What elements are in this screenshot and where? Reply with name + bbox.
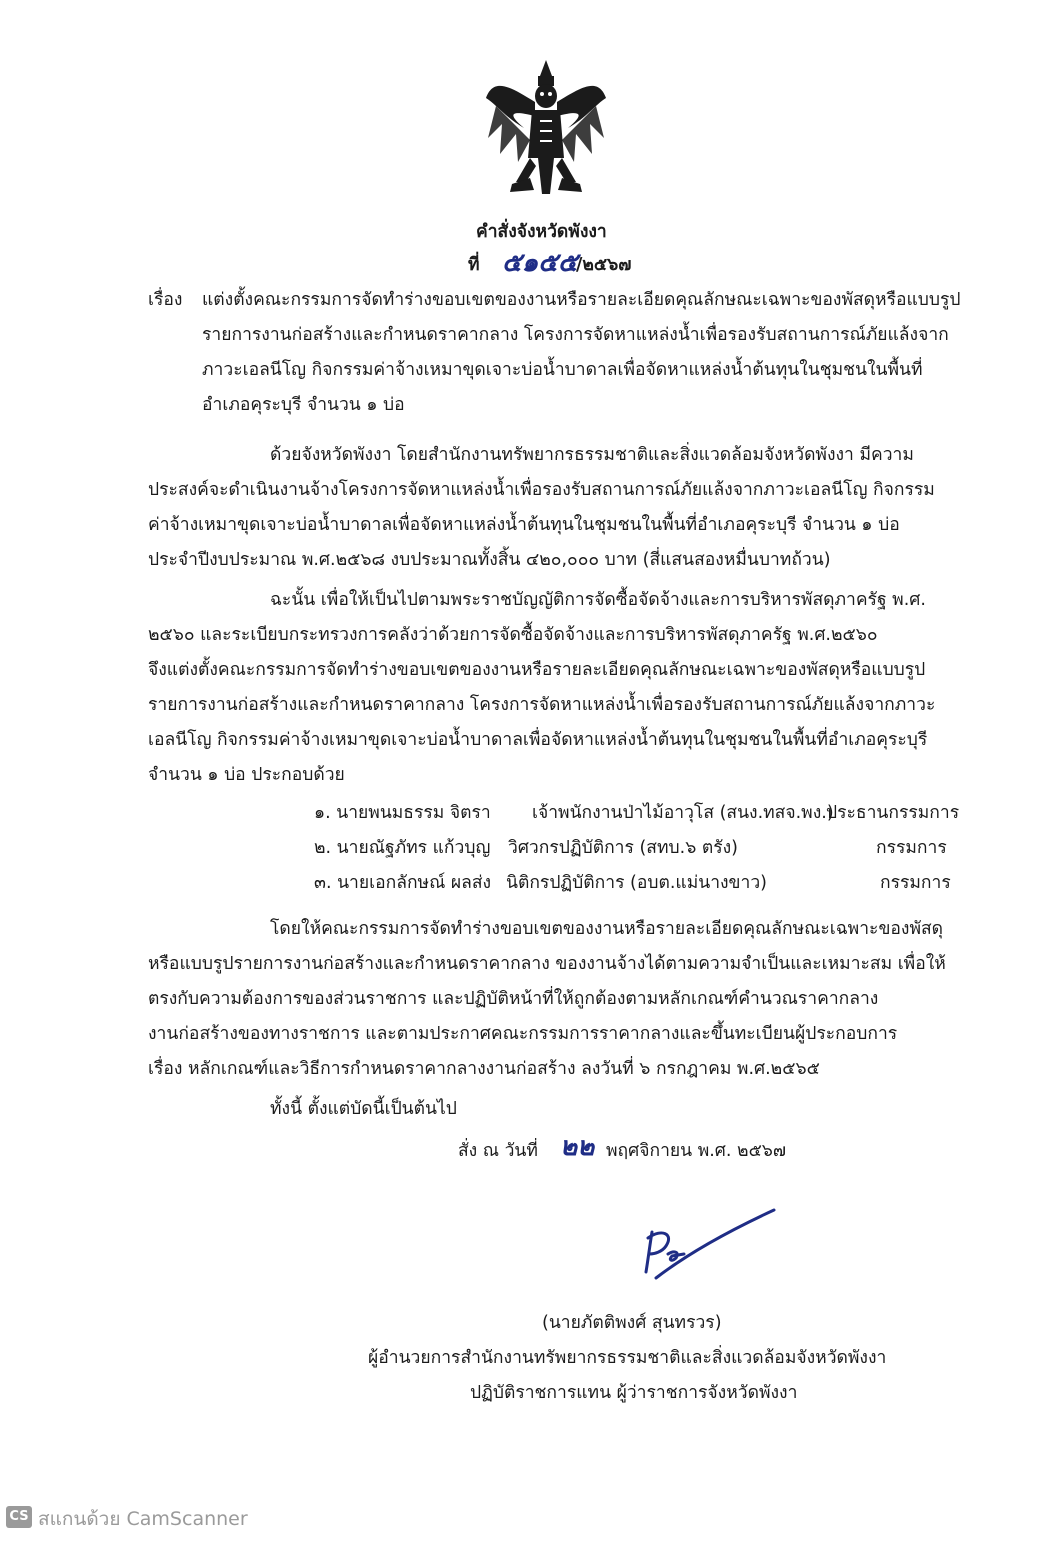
signatory-name: (นายภัตติพงศ์ สุนทรวร) [542, 1313, 722, 1333]
signatory-position: ผู้อำนวยการสำนักงานทรัพยากรธรรมชาติและสิ่งแวดล้อมจังหวัดพังงา [368, 1348, 887, 1368]
camscanner-watermark-text: สแกนด้วย CamScanner [38, 1508, 248, 1530]
committee-member-position: นิติกรปฏิบัติการ (อบต.แม่นางขาว) [506, 873, 768, 893]
order-number-handwritten: ๕๑๕๕ [502, 248, 578, 278]
paragraph-line: งานก่อสร้างของทางราชการ และตามประกาศคณะกรรมการราคากลางและขึ้นทะเบียนผู้ประกอบการ [148, 1024, 898, 1044]
subject-line: อำเภอคุระบุรี จำนวน ๑ บ่อ [202, 395, 405, 415]
subject-line: แต่งตั้งคณะกรรมการจัดทำร่างขอบเขตของงานหรือรายละเอียดคุณลักษณะเฉพาะของพัสดุหรือแบบรูป [202, 290, 961, 310]
paragraph-line: ประสงค์จะดำเนินงานจ้างโครงการจัดหาแหล่งน้ำเพื่อรองรับสถานการณ์ภัยแล้งจากภาวะเอลนีโญ กิจกรรม [148, 480, 935, 500]
garuda-emblem-seal [482, 58, 610, 198]
order-date-day-handwritten: ๒๒ [560, 1132, 595, 1162]
committee-member-name: ๒. นายณัฐภัทร แก้วบุญ [314, 838, 491, 858]
committee-member-name: ๑. นายพนมธรรม จิตรา [314, 803, 491, 823]
paragraph-line: เอลนีโญ กิจกรรมค่าจ้างเหมาขุดเจาะบ่อน้ำบาดาลเพื่อจัดหาแหล่งน้ำต้นทุนในชุมชนในพื้นที่อำเภอคุระบุรี [148, 730, 928, 750]
paragraph-line: ฉะนั้น เพื่อให้เป็นไปตามพระราชบัญญัติการจัดซื้อจัดจ้างและการบริหารพัสดุภาครัฐ พ.ศ. [270, 590, 926, 610]
effective-clause: ทั้งนี้ ตั้งแต่บัดนี้เป็นต้นไป [270, 1099, 457, 1119]
committee-member-name: ๓. นายเอกลักษณ์ ผลส่ง [314, 873, 492, 893]
committee-member-position: เจ้าพนักงานป่าไม้อาวุโส (สนง.ทสจ.พง.) [532, 803, 834, 823]
committee-member-role: กรรมการ [876, 838, 947, 858]
order-date-prefix: สั่ง ณ วันที่ [458, 1141, 538, 1161]
paragraph-line: ตรงกับความต้องการของส่วนราชการ และปฏิบัติหน้าที่ให้ถูกต้องตามหลักเกณฑ์คำนวณราคากลาง [148, 989, 879, 1009]
subject-line: ภาวะเอลนีโญ กิจกรรมค่าจ้างเหมาขุดเจาะบ่อน้ำบาดาลเพื่อจัดหาแหล่งน้ำต้นทุนในชุมชนในพื้นที่ [202, 360, 923, 380]
paragraph-line: จึงแต่งตั้งคณะกรรมการจัดทำร่างขอบเขตของงานหรือรายละเอียดคุณลักษณะเฉพาะของพัสดุหรือแบบรูป [148, 660, 926, 680]
paragraph-line: ด้วยจังหวัดพังงา โดยสำนักงานทรัพยากรธรรมชาติและสิ่งแวดล้อมจังหวัดพังงา มีความ [270, 445, 914, 465]
order-title: คำสั่งจังหวัดพังงา [476, 222, 607, 242]
handwritten-signature [622, 1204, 782, 1284]
subject-label: เรื่อง [148, 290, 183, 310]
camscanner-logo-icon: CS [6, 1506, 32, 1528]
order-number-year: /๒๕๖๗ [576, 255, 632, 275]
paragraph-line: จำนวน ๑ บ่อ ประกอบด้วย [148, 765, 345, 785]
paragraph-line: หรือแบบรูปรายการงานก่อสร้างและกำหนดราคากลาง ของงานจ้างได้ตามความจำเป็นและเหมาะสม เพื่อให้ [148, 954, 946, 974]
committee-member-position: วิศวกรปฏิบัติการ (สทบ.๖ ตรัง) [508, 838, 738, 858]
order-date-suffix: พฤศจิกายน พ.ศ. ๒๕๖๗ [606, 1141, 787, 1161]
order-number-prefix: ที่ [468, 255, 480, 275]
committee-member-role: ประธานกรรมการ [826, 803, 960, 823]
subject-line: รายการงานก่อสร้างและกำหนดราคากลาง โครงการจัดหาแหล่งน้ำเพื่อรองรับสถานการณ์ภัยแล้งจาก [202, 325, 949, 345]
paragraph-line: ค่าจ้างเหมาขุดเจาะบ่อน้ำบาดาลเพื่อจัดหาแหล่งน้ำต้นทุนในชุมชนในพื้นที่อำเภอคุระบุรี จำนวน ๑ บ่อ [148, 515, 900, 535]
paragraph-line: รายการงานก่อสร้างและกำหนดราคากลาง โครงการจัดหาแหล่งน้ำเพื่อรองรับสถานการณ์ภัยแล้งจากภาวะ [148, 695, 936, 715]
signatory-acting: ปฏิบัติราชการแทน ผู้ว่าราชการจังหวัดพังงา [470, 1383, 798, 1403]
paragraph-line: ประจำปีงบประมาณ พ.ศ.๒๕๖๘ งบประมาณทั้งสิ้น ๔๒๐,๐๐๐ บาท (สี่แสนสองหมื่นบาทถ้วน) [148, 550, 831, 570]
paragraph-line: เรื่อง หลักเกณฑ์และวิธีการกำหนดราคากลางงานก่อสร้าง ลงวันที่ ๖ กรกฎาคม พ.ศ.๒๕๖๕ [148, 1059, 820, 1079]
paragraph-line: โดยให้คณะกรรมการจัดทำร่างขอบเขตของงานหรือรายละเอียดคุณลักษณะเฉพาะของพัสดุ [270, 919, 944, 939]
paragraph-line: ๒๕๖๐ และระเบียบกระทรวงการคลังว่าด้วยการจัดซื้อจัดจ้างและการบริหารพัสดุภาครัฐ พ.ศ.๒๕๖๐ [148, 625, 878, 645]
committee-member-role: กรรมการ [880, 873, 951, 893]
